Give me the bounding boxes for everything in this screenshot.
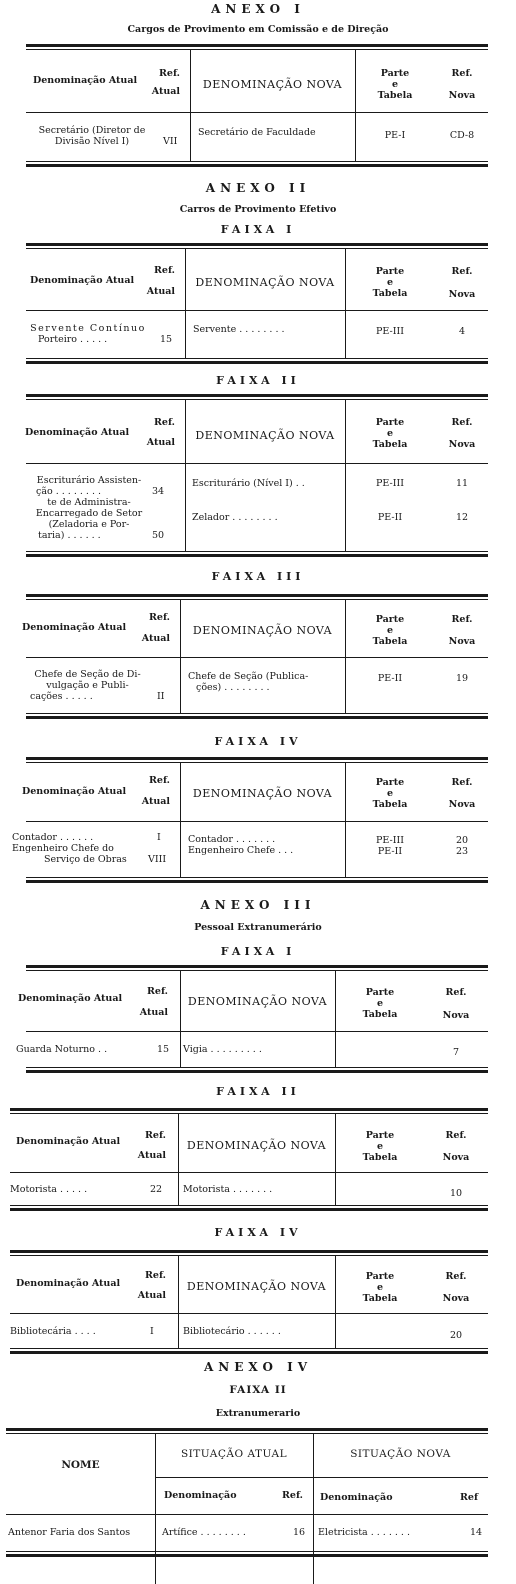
anexo-2-faixa-4-title: FAIXA IV — [214, 735, 302, 748]
col-atual-label: Atual — [151, 86, 180, 97]
anexo-2-faixa-2-title: FAIXA II — [216, 374, 300, 387]
col-situacao-nova: SITUAÇÃO NOVA — [350, 1448, 451, 1460]
anexo-3-subtitle: Pessoal Extranumerário — [194, 922, 322, 933]
col-ref-label: Ref. — [159, 68, 180, 79]
anexo-3-faixa-1-title: FAIXA I — [220, 945, 296, 958]
col-denominacao-atual: Denominação Atual — [33, 75, 138, 86]
anexo-2-faixa-1-title: FAIXA I — [220, 223, 296, 236]
col-nome: NOME — [61, 1459, 100, 1471]
col-tabela: Tabela — [377, 90, 413, 101]
anexo-1-title: ANEXO I — [211, 2, 305, 16]
col-nova: Nova — [448, 90, 476, 101]
anexo-2-faixa-3-title: FAIXA III — [211, 570, 305, 583]
anexo-4-title: ANEXO IV — [203, 1360, 313, 1374]
anexo-3-faixa-4-title: FAIXA IV — [214, 1226, 302, 1239]
col-situacao-atual: SITUAÇÃO ATUAL — [180, 1448, 288, 1460]
anexo-3-title: ANEXO III — [200, 898, 316, 912]
anexo-3-faixa-2-title: FAIXA II — [216, 1085, 300, 1098]
anexo-1-subtitle: Cargos de Provimento em Comissão e de Direção — [127, 24, 389, 35]
col-ref-nova: Ref. — [451, 68, 473, 79]
anexo-4-faixa: FAIXA II — [229, 1384, 287, 1396]
col-e: e — [391, 79, 399, 90]
anexo-4-subtitle: Extranumerario — [215, 1408, 301, 1419]
anexo-2-subtitle: Carros de Provimento Efetivo — [179, 204, 337, 215]
col-denominacao-nova: Denominação — [320, 1492, 393, 1503]
col-parte: Parte — [380, 68, 410, 79]
col-ref-atual: Ref. — [282, 1490, 303, 1501]
col-ref-nova: Ref — [460, 1492, 479, 1503]
col-denominacao-atual: Denominação — [164, 1490, 237, 1501]
col-denominacao-nova: DENOMINAÇÃO NOVA — [202, 78, 343, 91]
anexo-2-title: ANEXO II — [205, 181, 311, 195]
